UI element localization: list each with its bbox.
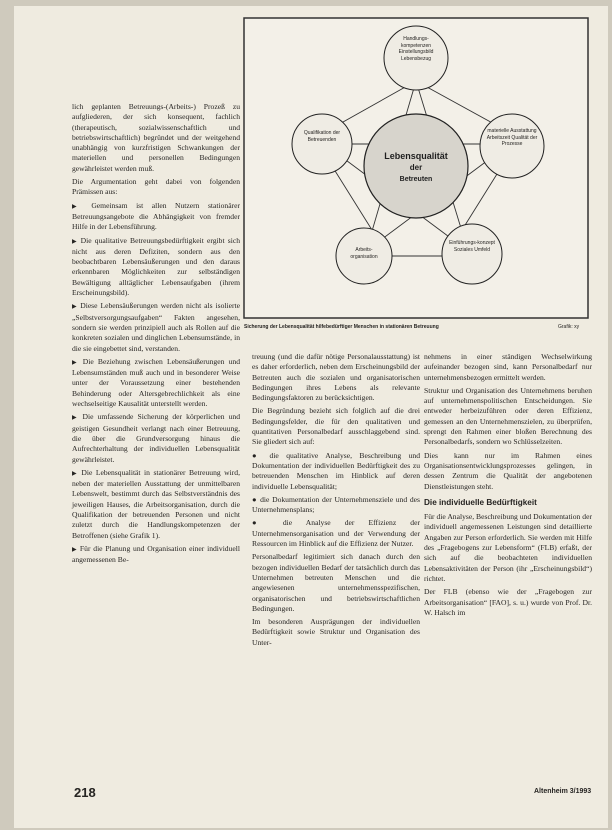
center-line3: Betreuten bbox=[399, 176, 433, 183]
col2-paragraph-3: Personalbedarf legitimiert sich danach durch den bezogen individuellen Bedarf der tatsächlich durch das Unternehmen betreuten Menschen und die angewiesenen unternehmensspezifischen, organisatorischen und betriebswirtschaftlichen Bedingungen. bbox=[252, 552, 420, 613]
node-bottom-right-label: Einführungs-konzept Soziales Umfeld bbox=[449, 240, 495, 253]
col1-paragraph-1: lich geplanten Betreuungs-(Arbeits-) Prozeß zu aufgliederen, der sich konsequent, fachlich (therapeutisch, sozialwissenschaftlich und betriebswirtschaftlich) begründet und der weitgehend unabhängig von kurzfristigen Schwankungen der materiellen und personellen Bedingungen gewährleistet werden muß. bbox=[72, 102, 240, 173]
col3-paragraph-2: Struktur und Organisation des Unternehmens beruhen auf unternehmenspolitischen Entscheidungen. Sie entweder herbeizuführen oder deren Effizienz, gemessen an den Unternehmenszielen, zu überprüfen, sprengt den Rahmen einer bloßen Berechnung des Personalbedarfs, sondern wo Schlüsselzeiten. bbox=[424, 385, 592, 447]
col2-paragraph-1: treuung (und die dafür nötige Personalausstattung) ist es daher erforderlich, neben dem Erscheinungsbild der Betreuten auch die sozialen und organisatorischen Bedingungen ihres Lebens als relevante Bedingungsfaktoren zu berücksichtigen. bbox=[252, 352, 420, 403]
col3-paragraph-3: Dies kann nur im Rahmen eines Organisationsentwicklungsprozesses gelingen, in dessen Zentrum die Qualität der angebotenen Dienstleistungen steht. bbox=[424, 450, 592, 491]
col1-bullet-2: ▶ Die qualitative Betreuungsbedürftigkeit ergibt sich nicht aus deren Defiziten, sondern aus den beobachtbaren Lebensäußerungen und den daraus erkennbaren Möglichkeiten zur selbständigen Bewältigung alltäglicher Lebensaufgaben (ihrem Erscheinungsbild). bbox=[72, 236, 240, 299]
text-column-2 bbox=[252, 352, 420, 651]
node-bottom-left-label: Arbeits-organisation bbox=[350, 247, 378, 260]
center-line2: der bbox=[409, 163, 423, 172]
col2-item-2: ● die Dokumentation der Unternehmensziele und des Unternehmensplans; bbox=[252, 495, 420, 516]
section-heading: Die individuelle Bedürftigkeit bbox=[424, 497, 537, 507]
journal-footer: Altenheim 3/1993 bbox=[534, 788, 592, 795]
node-top-label: Handlungs-kompetenzen Einstellungsbild Lebensbezug bbox=[398, 36, 434, 62]
page-number: 218 bbox=[74, 785, 96, 800]
col3-paragraph-4: Für die Analyse, Beschreibung und Dokumentation der individuell angemessenen Leistungen sind detaillierte Angaben zur Person erforderlich. Sie werden mit Hilfe des „Fragebogens zur Lebensform“ (FLB) erfaßt, der sich auf die beobachteten individuellen Lebensaktivitäten der Person (ihr „Erscheinungsbild“) richtet. bbox=[424, 512, 592, 583]
figure-caption: Sicherung der Lebensqualität hilfebedürftiger Menschen in stationären Betreuung bbox=[244, 324, 439, 330]
col1-paragraph-2: Die Argumentation geht dabei von folgenden Prämissen aus: bbox=[72, 177, 240, 197]
col1-bullet-6: ▶ Die Lebensqualität in stationärer Betreuung wird, neben der materiellen Ausstattung der unmittelbaren Lebenswelt, bestimmt durch das Selbstverständnis des jeweiligen Hauses, die Arbeitsorganisation, durch die Qualifikation der betreuenden Personen und nicht zuletzt durch die Handlungskompetenzen der Betroffenen (siehe Grafik 1). bbox=[72, 468, 240, 541]
figure-credit: Grafik: xy bbox=[558, 324, 580, 330]
text-column-3 bbox=[424, 352, 592, 621]
col1-bullet-5: ▶ Die umfassende Sicherung der körperlichen und geistigen Gesundheit verlangt nach einer Betreuung, die über die Grundversorgung hinaus die Aufrechterhaltung der individuellen Lebensqualität gewährleistet. bbox=[72, 412, 240, 464]
col1-bullet-7: ▶ Für die Planung und Organisation einer individuell angemessenen Be- bbox=[72, 544, 240, 566]
col3-paragraph-5: Der FLB (ebenso wie der „Fragebogen zur Arbeitsorganisation“ [FAO], s. u.) wurde von Prof. Dr. W. Halsch im bbox=[424, 587, 592, 617]
diagram-figure bbox=[242, 16, 590, 338]
text-column-1 bbox=[72, 102, 240, 568]
col3-paragraph-1: nehmens in einer ständigen Wechselwirkung aufeinander bezogen sind, kann Personalbedarf nur unternehmensbezogen ermittelt werden. bbox=[424, 352, 592, 382]
col2-item-3: ● die Analyse der Effizienz der Unternehmensorganisation und der Verwendung der Ressourcen im Hinblick auf die Effizienz der Nutzer. bbox=[252, 518, 420, 549]
magazine-page bbox=[14, 6, 608, 828]
center-line1: Lebensqualität bbox=[384, 151, 448, 161]
col1-bullet-4: ▶ Die Beziehung zwischen Lebensäußerungen und Lebensumständen muß auch und in besonderer Weise unter der Voraussetzung einer bestehenden Behinderung oder Altersgebrechlichkeit als eine wechselseitige Kausalität unterstellt werden. bbox=[72, 357, 240, 409]
node-right-label: materielle Ausstattung Arbeitszeit Qualität der Prozesse bbox=[486, 128, 538, 147]
col2-item-1: ● die qualitative Analyse, Beschreibung und Dokumentation der individuellen Bedürftigkeit des zu betreuenden Menschen im Hinblick auf deren individuelle Lebensqualität; bbox=[252, 451, 420, 492]
col1-bullet-3: ▶ Diese Lebensäußerungen werden nicht als isolierte „Selbstversorgungsaufgaben“ Fakten angesehen, sondern sie werden prinzipiell auch als Rollen auf die konkreten sozialen und dinglichen Lebensumstände, in die sie eingebettet sind, verstanden. bbox=[72, 301, 240, 353]
node-left-label: Qualifikation der Betreuenden bbox=[303, 130, 341, 143]
col2-paragraph-4: Im besonderen Ausprägungen der individuellen Bedürftigkeit sowie Struktur und Organisation des Unter- bbox=[252, 617, 420, 647]
col1-bullet-1: ▶ Gemeinsam ist allen Nutzern stationärer Betreuungsangebote die Abhängigkeit von fremder Hilfe in der Lebensführung. bbox=[72, 201, 240, 233]
col2-paragraph-2: Die Begründung bezieht sich folglich auf die drei Bedingungsfelder, die für den qualitativen und quantitativen Personalbedarf ausschlaggebend sind. Sie gliedert sich auf: bbox=[252, 406, 420, 447]
